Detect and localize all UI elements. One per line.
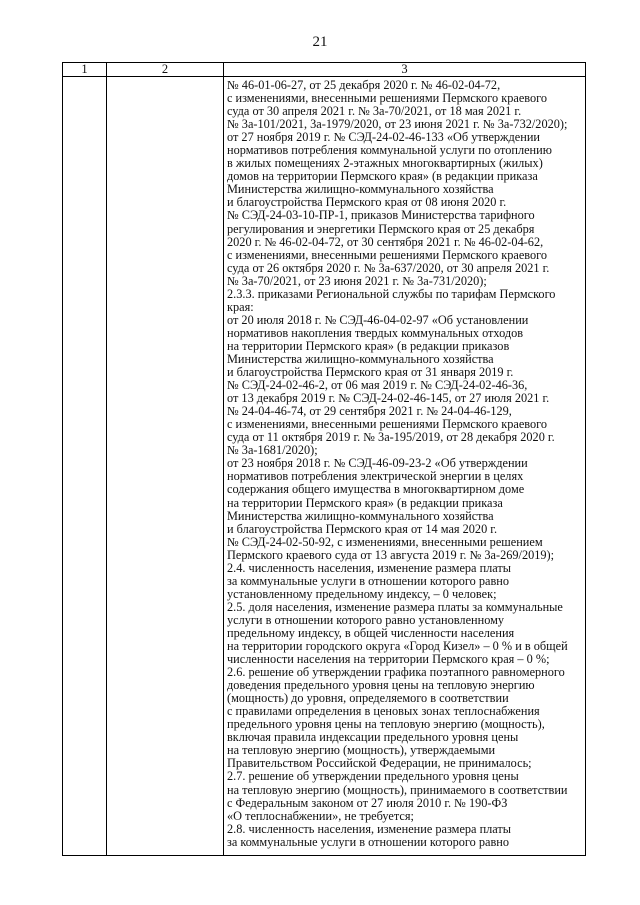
- text-line: предельному индексу, в общей численности населения: [227, 625, 515, 640]
- text-line: с изменениями, внесенными решениями Пермского краевого: [227, 247, 548, 262]
- text-line: и благоустройства Пермского края от 08 июня 2020 г.: [227, 195, 507, 210]
- table-content-row: [63, 77, 586, 856]
- text-line: № СЭД-24-02-46-2, от 06 мая 2019 г. № СЭД-24-02-46-36,: [227, 378, 528, 393]
- text-line: № 3а-70/2021, от 23 июня 2021 г. № 3а-731/2020);: [227, 273, 487, 288]
- text-line: на тепловую энергию (мощность), принимаемого в соответствии: [227, 782, 568, 797]
- text-line: № 24-04-46-74, от 29 сентября 2021 г. № 24-04-46-129,: [227, 404, 512, 419]
- text-line: домов на территории Пермского края» (в редакции приказа: [227, 169, 538, 184]
- text-line: от 13 декабря 2019 г. № СЭД-24-02-46-145, от 27 июля 2021 г.: [227, 391, 550, 406]
- text-line: 2020 г. № 46-02-04-72, от 30 сентября 2021 г. № 46-02-04-62,: [227, 234, 544, 249]
- text-line: края:: [227, 299, 254, 314]
- text-line: Правительством Российской Федерации, не принималось;: [227, 756, 532, 771]
- text-line: с Федеральным законом от 27 июля 2010 г. № 190-ФЗ: [227, 795, 508, 810]
- column-3-text: [224, 77, 585, 849]
- text-line: за коммунальные услуги в отношении которого равно: [227, 573, 510, 588]
- text-line: «О теплоснабжении», не требуется;: [227, 808, 414, 823]
- text-line: суда от 26 октября 2020 г. № 3а-637/2020, от 30 апреля 2021 г.: [227, 260, 550, 275]
- text-line: Министерства жилищно-коммунального хозяйства: [227, 508, 494, 523]
- text-line: № 3а-101/2021, 3а-1979/2020, от 23 июня 2021 г. № 3а-732/2020);: [227, 117, 568, 132]
- text-line: с правилами определения в ценовых зонах теплоснабжения: [227, 704, 540, 719]
- text-line: 2.8. численность населения, изменение размера платы: [227, 821, 512, 836]
- text-line: численности населения на территории Пермского края – 0 %;: [227, 652, 550, 667]
- text-line: 2.3.3. приказами Региональной службы по тарифам Пермского: [227, 286, 556, 301]
- column-header-1: 1: [63, 63, 107, 77]
- text-line: на территории Пермского края» (в редакции приказов: [227, 338, 510, 353]
- column-3-cell: [224, 77, 586, 856]
- document-table: [62, 62, 586, 856]
- text-line: суда от 11 октября 2019 г. № 3а-195/2019, от 28 декабря 2020 г.: [227, 430, 555, 445]
- text-line: нормативов потребления электрической энергии в целях: [227, 469, 524, 484]
- text-line: № 3а-1681/2020);: [227, 443, 318, 458]
- text-line: от 27 ноября 2019 г. № СЭД-24-02-46-133 «Об утверждении: [227, 130, 541, 145]
- text-line: 2.5. доля населения, изменение размера платы за коммунальные: [227, 599, 563, 614]
- text-line: № СЭД-24-03-10-ПР-1, приказов Министерства тарифного: [227, 208, 535, 223]
- text-line: и благоустройства Пермского края от 14 мая 2020 г.: [227, 521, 498, 536]
- column-header-3: 3: [224, 63, 586, 77]
- text-line: доведения предельного уровня цены на тепловую энергию: [227, 678, 535, 693]
- text-line: регулирования и энергетики Пермского края от 25 декабря: [227, 221, 535, 236]
- column-header-2: 2: [107, 63, 224, 77]
- text-line: услуги в отношении которого равно установленному: [227, 612, 505, 627]
- text-line: нормативов потребления коммунальной услуги по отоплению: [227, 143, 552, 158]
- text-line: 2.6. решение об утверждении графика поэтапного равномерного: [227, 665, 565, 680]
- text-line: содержания общего имущества в многоквартирном доме: [227, 482, 525, 497]
- text-line: Министерства жилищно-коммунального хозяйства: [227, 351, 494, 366]
- column-2-cell: [107, 77, 224, 856]
- text-line: установленному предельному индексу, – 0 человек;: [227, 586, 497, 601]
- text-line: № СЭД-24-02-50-92, с изменениями, внесенными решением: [227, 534, 543, 549]
- text-line: и благоустройства Пермского края от 31 января 2019 г.: [227, 365, 514, 380]
- text-line: суда от 30 апреля 2021 г. № 3а-70/2021, от 18 мая 2021 г.: [227, 104, 522, 119]
- text-line: с изменениями, внесенными решениями Пермского краевого: [227, 91, 548, 106]
- text-line: за коммунальные услуги в отношении которого равно: [227, 834, 510, 849]
- page-number: 21: [312, 34, 328, 50]
- text-line: нормативов накопления твердых коммунальных отходов: [227, 325, 524, 340]
- text-line: на территории городского округа «Город Кизел» – 0 % и в общей: [227, 639, 568, 654]
- text-line: 2.4. численность населения, изменение размера платы: [227, 560, 512, 575]
- text-line: № 46-01-06-27, от 25 декабря 2020 г. № 46-02-04-72,: [227, 78, 501, 92]
- text-line: Министерства жилищно-коммунального хозяйства: [227, 182, 494, 197]
- text-line: предельного уровня цены на тепловую энергию (мощность),: [227, 717, 545, 732]
- text-line: 2.7. решение об утверждении предельного уровня цены: [227, 769, 519, 784]
- text-line: включая правила индексации предельного уровня цены: [227, 730, 519, 745]
- text-line: на территории Пермского края» (в редакции приказа: [227, 495, 503, 510]
- column-1-cell: [63, 77, 107, 856]
- text-line: с изменениями, внесенными решениями Пермского краевого: [227, 417, 548, 432]
- text-line: (мощность) до уровня, определяемого в соответствии: [227, 691, 509, 706]
- text-line: в жилых помещениях 2-этажных многоквартирных (жилых): [227, 156, 543, 171]
- text-line: от 23 ноября 2018 г. № СЭД-46-09-23-2 «Об утверждении: [227, 456, 528, 471]
- text-line: от 20 июля 2018 г. № СЭД-46-04-02-97 «Об установлении: [227, 312, 529, 327]
- text-line: Пермского краевого суда от 13 августа 2019 г. № 3а-269/2019);: [227, 547, 555, 562]
- text-line: на тепловую энергию (мощность), утверждаемыми: [227, 743, 496, 758]
- table-header-row: [63, 63, 586, 77]
